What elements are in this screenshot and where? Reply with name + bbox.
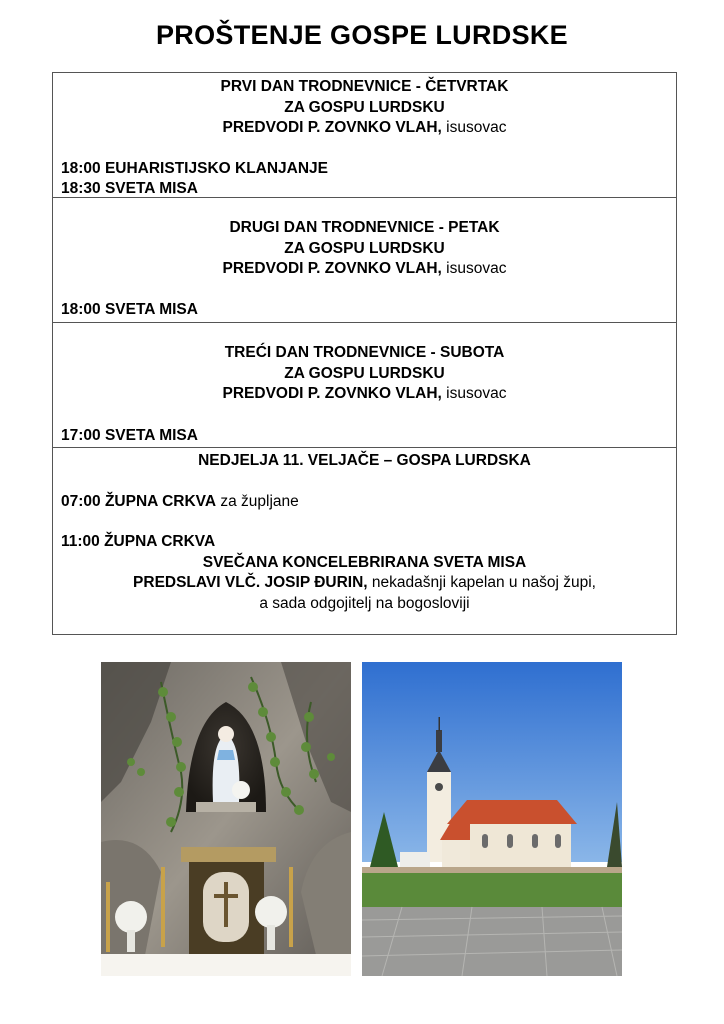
feast-day-cell <box>53 448 676 634</box>
day-2-intention: ZA GOSPU LURDSKU <box>284 239 445 257</box>
feast-heading: NEDJELJA 11. VELJAČE – GOSPA LURDSKA <box>198 452 531 469</box>
feast-presider: PREDSLAVI VLČ. JOSIP ĐURIN, nekadašnji kapelan u našoj župi, <box>133 574 596 591</box>
day-3-heading: TREĆI DAN TRODNEVNICE - SUBOTA <box>224 344 505 361</box>
feast-mass-2-title: SVEČANA KONCELEBRIRANA SVETA MISA <box>202 553 527 571</box>
day-1-cell <box>53 73 676 198</box>
day-1-intention: ZA GOSPU LURDSKU <box>284 98 445 116</box>
day-2-time-1: 18:00 SVETA MISA <box>61 300 198 318</box>
day-3-cell <box>53 323 676 448</box>
day-3-leader: PREDVODI P. ZOVNKO VLAH, isusovac <box>222 385 507 402</box>
day-2-cell <box>53 198 676 323</box>
page-title: PROŠTENJE GOSPE LURDSKE <box>156 20 568 50</box>
feast-presider-line-2: a sada odgojitelj na bogosloviji <box>259 594 470 612</box>
day-3-time-1: 17:00 SVETA MISA <box>61 426 198 444</box>
day-1-leader: PREDVODI P. ZOVNKO VLAH, isusovac <box>222 119 507 136</box>
day-2-leader: PREDVODI P. ZOVNKO VLAH, isusovac <box>222 260 507 277</box>
feast-mass-2: 11:00 ŽUPNA CRKVA <box>61 533 216 550</box>
day-3-intention: ZA GOSPU LURDSKU <box>284 364 445 382</box>
feast-mass-1: 07:00 ŽUPNA CRKVA za župljane <box>61 492 299 510</box>
church-photo <box>362 662 622 976</box>
day-1-heading: PRVI DAN TRODNEVNICE - ČETVRTAK <box>220 78 509 95</box>
grotto-photo <box>101 662 351 976</box>
schedule-table <box>52 72 677 635</box>
day-2-heading: DRUGI DAN TRODNEVNICE - PETAK <box>229 219 500 236</box>
day-1-time-1: 18:00 EUHARISTIJSKO KLANJANJE <box>61 159 329 177</box>
day-1-time-2: 18:30 SVETA MISA <box>61 180 198 197</box>
